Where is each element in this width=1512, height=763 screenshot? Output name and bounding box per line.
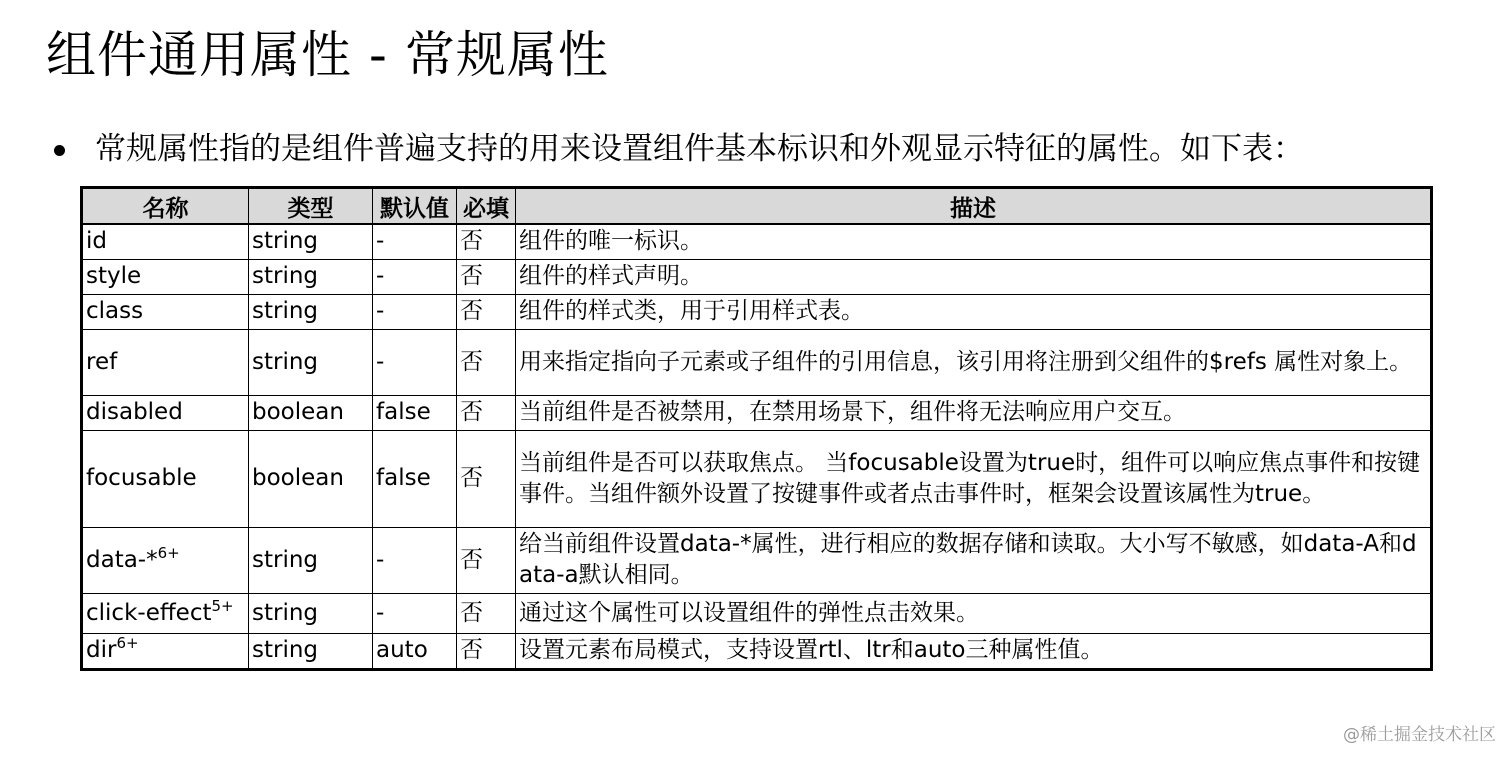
intro-bullet bbox=[54, 126, 1304, 172]
bullet-dot-icon bbox=[54, 145, 65, 156]
header-type: 类型 bbox=[249, 188, 373, 225]
table-row bbox=[82, 259, 1432, 294]
header-required: 必填 bbox=[457, 188, 516, 225]
cell-name bbox=[82, 224, 249, 259]
header-default: 默认值 bbox=[373, 188, 457, 225]
cell-required: 否 bbox=[457, 224, 516, 259]
cell-description: 当前组件是否可以获取焦点。 当focusable设置为true时，组件可以响应焦点事件和按键事件。当组件额外设置了按键事件或者点击事件时，框架会设置该属性为true。 bbox=[516, 430, 1432, 527]
table-header-row bbox=[82, 188, 1432, 225]
cell-description: 当前组件是否被禁用，在禁用场景下，组件将无法响应用户交互。 bbox=[516, 395, 1432, 430]
property-name: id bbox=[86, 228, 107, 255]
cell-type: string bbox=[249, 329, 373, 395]
property-name: focusable bbox=[86, 465, 197, 491]
cell-required: 否 bbox=[457, 527, 516, 593]
cell-required: 否 bbox=[457, 430, 516, 527]
cell-type: string bbox=[249, 593, 373, 633]
cell-default: false bbox=[373, 395, 457, 430]
table-row bbox=[82, 395, 1432, 430]
cell-type: string bbox=[249, 633, 373, 669]
cell-required: 否 bbox=[457, 395, 516, 430]
cell-name bbox=[82, 294, 249, 329]
version-badge: 6+ bbox=[157, 543, 180, 562]
cell-type: string bbox=[249, 527, 373, 593]
cell-default: - bbox=[373, 224, 457, 259]
cell-name bbox=[82, 593, 249, 633]
cell-name bbox=[82, 430, 249, 527]
cell-required: 否 bbox=[457, 259, 516, 294]
cell-description: 组件的样式声明。 bbox=[516, 259, 1432, 294]
cell-default: - bbox=[373, 329, 457, 395]
cell-default: - bbox=[373, 593, 457, 633]
cell-type: string bbox=[249, 294, 373, 329]
table-row bbox=[82, 527, 1432, 593]
property-name: click-effect bbox=[86, 599, 212, 626]
cell-name bbox=[82, 329, 249, 395]
cell-description: 给当前组件设置data-*属性，进行相应的数据存储和读取。大小写不敏感，如data-A和data-a默认相同。 bbox=[516, 527, 1432, 593]
property-name: dir bbox=[86, 637, 117, 663]
intro-text: 常规属性指的是组件普遍支持的用来设置组件基本标识和外观显示特征的属性。如下表： bbox=[95, 131, 1304, 167]
cell-type: string bbox=[249, 224, 373, 259]
table-row bbox=[82, 430, 1432, 527]
header-name: 名称 bbox=[82, 188, 249, 225]
property-name: class bbox=[86, 298, 144, 324]
cell-name bbox=[82, 395, 249, 430]
property-name: data-* bbox=[86, 546, 158, 573]
cell-type: string bbox=[249, 259, 373, 294]
cell-required: 否 bbox=[457, 633, 516, 669]
cell-default: auto bbox=[373, 633, 457, 669]
properties-table bbox=[80, 186, 1433, 671]
property-name: style bbox=[86, 263, 142, 289]
cell-default: - bbox=[373, 294, 457, 329]
cell-required: 否 bbox=[457, 294, 516, 329]
cell-required: 否 bbox=[457, 593, 516, 633]
cell-description: 设置元素布局模式，支持设置rtl、ltr和auto三种属性值。 bbox=[516, 633, 1432, 669]
table-row bbox=[82, 593, 1432, 633]
cell-default: - bbox=[373, 259, 457, 294]
version-badge: 5+ bbox=[211, 596, 234, 615]
property-name: ref bbox=[86, 348, 118, 375]
cell-description: 通过这个属性可以设置组件的弹性点击效果。 bbox=[516, 593, 1432, 633]
table-row bbox=[82, 294, 1432, 329]
cell-required: 否 bbox=[457, 329, 516, 395]
cell-default: false bbox=[373, 430, 457, 527]
cell-description: 用来指定指向子元素或子组件的引用信息，该引用将注册到父组件的$refs 属性对象上。 bbox=[516, 329, 1432, 395]
table-row bbox=[82, 329, 1432, 395]
cell-name bbox=[82, 527, 249, 593]
cell-name bbox=[82, 259, 249, 294]
watermark: @稀土掘金技术社区 bbox=[1343, 725, 1496, 745]
version-badge: 6+ bbox=[116, 634, 139, 652]
table-row bbox=[82, 633, 1432, 669]
cell-description: 组件的唯一标识。 bbox=[516, 224, 1432, 259]
cell-description: 组件的样式类，用于引用样式表。 bbox=[516, 294, 1432, 329]
header-description: 描述 bbox=[516, 188, 1432, 225]
cell-type: boolean bbox=[249, 395, 373, 430]
cell-type: boolean bbox=[249, 430, 373, 527]
cell-name bbox=[82, 633, 249, 669]
cell-default: - bbox=[373, 527, 457, 593]
page-title: 组件通用属性 - 常规属性 bbox=[46, 26, 609, 84]
table-row bbox=[82, 224, 1432, 259]
property-name: disabled bbox=[86, 399, 183, 425]
